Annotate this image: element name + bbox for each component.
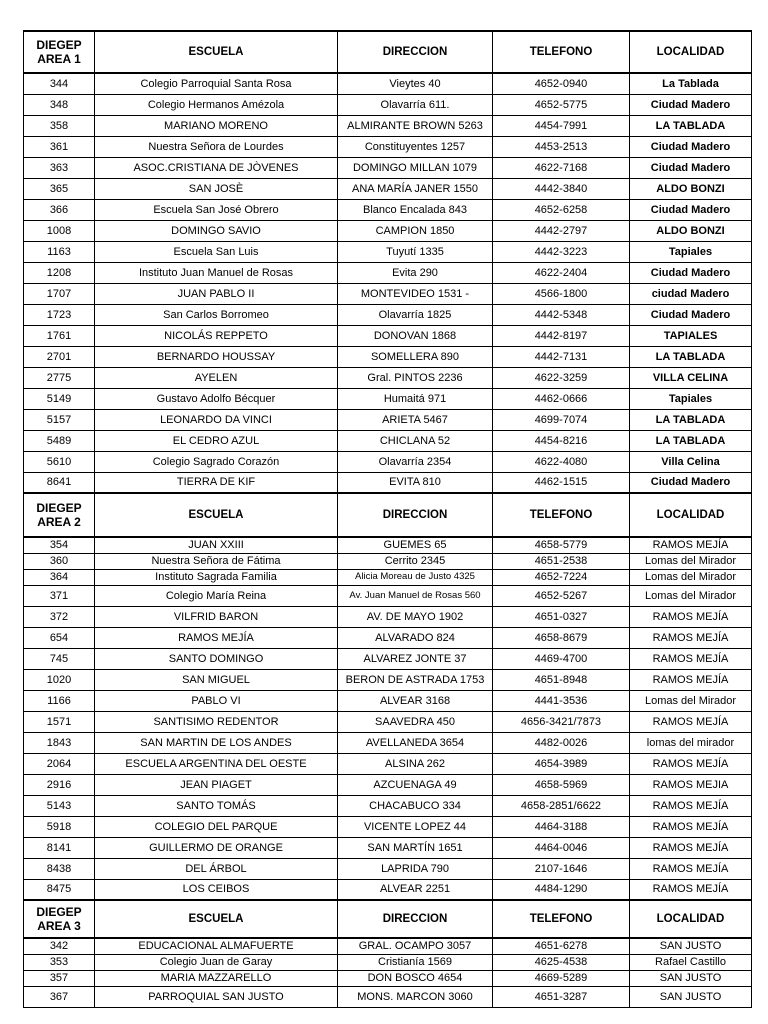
cell-code: 8475	[24, 879, 95, 900]
cell-localidad: LA TABLADA	[630, 115, 752, 136]
table-row	[24, 879, 752, 900]
section-header-row	[24, 493, 752, 537]
cell-escuela: SANTO DOMINGO	[95, 648, 338, 669]
cell-telefono: 4462-0666	[493, 388, 630, 409]
cell-code: 2916	[24, 774, 95, 795]
cell-telefono: 4442-3223	[493, 241, 630, 262]
cell-escuela: JEAN PIAGET	[95, 774, 338, 795]
cell-direccion: DOMINGO MILLAN 1079	[338, 157, 493, 178]
cell-localidad: RAMOS MEJÍA	[630, 669, 752, 690]
cell-escuela: Nuestra Señora de Lourdes	[95, 136, 338, 157]
cell-telefono: 4699-7074	[493, 409, 630, 430]
table-row	[24, 585, 752, 606]
cell-localidad: ciudad Madero	[630, 283, 752, 304]
table-row	[24, 220, 752, 241]
cell-code: 363	[24, 157, 95, 178]
cell-escuela: NICOLÁS REPPETO	[95, 325, 338, 346]
cell-telefono: 4652-7224	[493, 569, 630, 585]
cell-direccion: ALSINA 262	[338, 753, 493, 774]
table-row	[24, 938, 752, 954]
cell-escuela: San Carlos Borromeo	[95, 304, 338, 325]
cell-localidad: RAMOS MEJÍA	[630, 537, 752, 553]
cell-localidad: VILLA CELINA	[630, 367, 752, 388]
cell-telefono: 4484-1290	[493, 879, 630, 900]
cell-escuela: AYELEN	[95, 367, 338, 388]
cell-direccion: DON BOSCO 4654	[338, 970, 493, 986]
cell-code: 354	[24, 537, 95, 553]
cell-escuela: EL CEDRO AZUL	[95, 430, 338, 451]
cell-escuela: COLEGIO DEL PARQUE	[95, 816, 338, 837]
cell-telefono: 4656-3421/7873	[493, 711, 630, 732]
cell-direccion: Evita 290	[338, 262, 493, 283]
cell-direccion: ALVAREZ JONTE 37	[338, 648, 493, 669]
cell-code: 1163	[24, 241, 95, 262]
cell-code: 5489	[24, 430, 95, 451]
cell-code: 361	[24, 136, 95, 157]
cell-telefono: 4625-4538	[493, 954, 630, 970]
table-row	[24, 283, 752, 304]
cell-code: 1008	[24, 220, 95, 241]
cell-direccion: Av. Juan Manuel de Rosas 560	[338, 585, 493, 606]
table-row	[24, 837, 752, 858]
cell-escuela: LEONARDO DA VINCI	[95, 409, 338, 430]
cell-localidad: Ciudad Madero	[630, 199, 752, 220]
cell-escuela: Colegio Parroquial Santa Rosa	[95, 73, 338, 94]
cell-telefono: 4442-2797	[493, 220, 630, 241]
cell-escuela: SAN JOSÈ	[95, 178, 338, 199]
cell-telefono: 4658-8679	[493, 627, 630, 648]
cell-telefono: 4651-3287	[493, 986, 630, 1007]
table-row	[24, 648, 752, 669]
cell-localidad: RAMOS MEJIA	[630, 774, 752, 795]
cell-escuela: PARROQUIAL SAN JUSTO	[95, 986, 338, 1007]
table-row	[24, 241, 752, 262]
cell-direccion: ALVEAR 3168	[338, 690, 493, 711]
cell-telefono: 4454-8216	[493, 430, 630, 451]
cell-telefono: 4469-4700	[493, 648, 630, 669]
cell-code: 5918	[24, 816, 95, 837]
cell-direccion: GRAL. OCAMPO 3057	[338, 938, 493, 954]
cell-direccion: DONOVAN 1868	[338, 325, 493, 346]
cell-localidad: Ciudad Madero	[630, 157, 752, 178]
table-row	[24, 346, 752, 367]
section-header-row	[24, 31, 752, 73]
cell-code: 2701	[24, 346, 95, 367]
cell-telefono: 4454-7991	[493, 115, 630, 136]
area-label-line2: AREA 3	[37, 919, 81, 933]
cell-telefono: 4442-5348	[493, 304, 630, 325]
area-label-line1: DIEGEP	[36, 501, 82, 515]
cell-direccion: CAMPION 1850	[338, 220, 493, 241]
cell-localidad: Tapiales	[630, 241, 752, 262]
table-row	[24, 178, 752, 199]
cell-localidad: Ciudad Madero	[630, 262, 752, 283]
cell-localidad: Ciudad Madero	[630, 136, 752, 157]
table-row	[24, 325, 752, 346]
cell-code: 372	[24, 606, 95, 627]
cell-localidad: Villa Celina	[630, 451, 752, 472]
cell-telefono: 2107-1646	[493, 858, 630, 879]
table-row	[24, 451, 752, 472]
cell-localidad: LA TABLADA	[630, 409, 752, 430]
cell-escuela: VILFRID BARON	[95, 606, 338, 627]
table-row	[24, 669, 752, 690]
schools-table	[23, 30, 752, 1008]
cell-escuela: SANTO TOMÁS	[95, 795, 338, 816]
table-row	[24, 409, 752, 430]
header-escuela: ESCUELA	[95, 493, 338, 537]
table-row	[24, 954, 752, 970]
area-label-line1: DIEGEP	[36, 905, 82, 919]
cell-code: 344	[24, 73, 95, 94]
cell-localidad: SAN JUSTO	[630, 970, 752, 986]
cell-localidad: RAMOS MEJÍA	[630, 837, 752, 858]
cell-localidad: Lomas del Mirador	[630, 553, 752, 569]
cell-escuela: TIERRA DE KIF	[95, 472, 338, 493]
cell-direccion: SAN MARTÍN 1651	[338, 837, 493, 858]
cell-direccion: ALVEAR 2251	[338, 879, 493, 900]
cell-localidad: RAMOS MEJÍA	[630, 711, 752, 732]
cell-direccion: ALVARADO 824	[338, 627, 493, 648]
area-label	[24, 493, 95, 537]
cell-direccion: MONS. MARCON 3060	[338, 986, 493, 1007]
cell-code: 1707	[24, 283, 95, 304]
cell-code: 371	[24, 585, 95, 606]
cell-direccion: BERON DE ASTRADA 1753	[338, 669, 493, 690]
cell-telefono: 4622-2404	[493, 262, 630, 283]
table-row	[24, 367, 752, 388]
cell-telefono: 4652-5267	[493, 585, 630, 606]
cell-code: 8641	[24, 472, 95, 493]
header-telefono: TELEFONO	[493, 493, 630, 537]
cell-escuela: BERNARDO HOUSSAY	[95, 346, 338, 367]
cell-escuela: Colegio Sagrado Corazón	[95, 451, 338, 472]
cell-localidad: RAMOS MEJÍA	[630, 816, 752, 837]
cell-direccion: SOMELLERA 890	[338, 346, 493, 367]
table-row	[24, 94, 752, 115]
cell-code: 2775	[24, 367, 95, 388]
cell-localidad: Ciudad Madero	[630, 304, 752, 325]
cell-localidad: SAN JUSTO	[630, 986, 752, 1007]
cell-direccion: LAPRIDA 790	[338, 858, 493, 879]
cell-localidad: lomas del mirador	[630, 732, 752, 753]
cell-escuela: Colegio Juan de Garay	[95, 954, 338, 970]
area-label	[24, 31, 95, 73]
cell-localidad: Ciudad Madero	[630, 472, 752, 493]
cell-escuela: ASOC.CRISTIANA DE JÒVENES	[95, 157, 338, 178]
header-direccion: DIRECCION	[338, 900, 493, 938]
cell-escuela: SAN MARTIN DE LOS ANDES	[95, 732, 338, 753]
cell-direccion: Cristianía 1569	[338, 954, 493, 970]
cell-telefono: 4482-0026	[493, 732, 630, 753]
cell-telefono: 4441-3536	[493, 690, 630, 711]
cell-escuela: Colegio María Reina	[95, 585, 338, 606]
cell-telefono: 4442-3840	[493, 178, 630, 199]
cell-direccion: EVITA 810	[338, 472, 493, 493]
cell-telefono: 4658-5969	[493, 774, 630, 795]
cell-code: 360	[24, 553, 95, 569]
cell-telefono: 4651-8948	[493, 669, 630, 690]
cell-escuela: Escuela San José Obrero	[95, 199, 338, 220]
table-row	[24, 986, 752, 1007]
cell-code: 5157	[24, 409, 95, 430]
header-localidad: LOCALIDAD	[630, 493, 752, 537]
cell-direccion: ARIETA 5467	[338, 409, 493, 430]
cell-direccion: VICENTE LOPEZ 44	[338, 816, 493, 837]
cell-localidad: ALDO BONZI	[630, 220, 752, 241]
table-row	[24, 711, 752, 732]
cell-escuela: JUAN XXIII	[95, 537, 338, 553]
cell-code: 353	[24, 954, 95, 970]
cell-code: 366	[24, 199, 95, 220]
cell-code: 2064	[24, 753, 95, 774]
cell-localidad: Tapiales	[630, 388, 752, 409]
cell-escuela: JUAN PABLO II	[95, 283, 338, 304]
schools-table-body	[24, 31, 752, 1007]
area-label	[24, 900, 95, 938]
cell-telefono: 4622-4080	[493, 451, 630, 472]
cell-direccion: ALMIRANTE BROWN 5263	[338, 115, 493, 136]
table-row	[24, 388, 752, 409]
cell-escuela: Gustavo Adolfo Bécquer	[95, 388, 338, 409]
header-telefono: TELEFONO	[493, 900, 630, 938]
cell-direccion: AVELLANEDA 3654	[338, 732, 493, 753]
cell-escuela: Escuela San Luis	[95, 241, 338, 262]
header-escuela: ESCUELA	[95, 900, 338, 938]
cell-telefono: 4622-3259	[493, 367, 630, 388]
cell-localidad: RAMOS MEJÍA	[630, 858, 752, 879]
table-row	[24, 537, 752, 553]
table-row	[24, 970, 752, 986]
table-row	[24, 73, 752, 94]
table-row	[24, 627, 752, 648]
cell-escuela: Colegio Hermanos Amézola	[95, 94, 338, 115]
cell-telefono: 4651-2538	[493, 553, 630, 569]
cell-escuela: Instituto Sagrada Familia	[95, 569, 338, 585]
cell-code: 357	[24, 970, 95, 986]
cell-localidad: RAMOS MEJÍA	[630, 627, 752, 648]
cell-escuela: SANTISIMO REDENTOR	[95, 711, 338, 732]
cell-code: 1761	[24, 325, 95, 346]
cell-direccion: Gral. PINTOS 2236	[338, 367, 493, 388]
header-telefono: TELEFONO	[493, 31, 630, 73]
cell-code: 654	[24, 627, 95, 648]
cell-escuela: RAMOS MEJÍA	[95, 627, 338, 648]
cell-localidad: RAMOS MEJÍA	[630, 795, 752, 816]
table-row	[24, 472, 752, 493]
cell-escuela: MARIA MAZZARELLO	[95, 970, 338, 986]
header-escuela: ESCUELA	[95, 31, 338, 73]
cell-telefono: 4566-1800	[493, 283, 630, 304]
cell-localidad: LA TABLADA	[630, 430, 752, 451]
cell-direccion: Vieytes 40	[338, 73, 493, 94]
table-row	[24, 569, 752, 585]
cell-telefono: 4652-6258	[493, 199, 630, 220]
cell-code: 8438	[24, 858, 95, 879]
cell-direccion: Olavarría 2354	[338, 451, 493, 472]
table-row	[24, 136, 752, 157]
cell-escuela: SAN MIGUEL	[95, 669, 338, 690]
header-localidad: LOCALIDAD	[630, 31, 752, 73]
cell-escuela: ESCUELA ARGENTINA DEL OESTE	[95, 753, 338, 774]
header-direccion: DIRECCION	[338, 493, 493, 537]
cell-direccion: CHICLANA 52	[338, 430, 493, 451]
header-direccion: DIRECCION	[338, 31, 493, 73]
cell-localidad: Lomas del Mirador	[630, 690, 752, 711]
area-label-line2: AREA 2	[37, 515, 81, 529]
cell-escuela: PABLO VI	[95, 690, 338, 711]
cell-localidad: Rafael Castillo	[630, 954, 752, 970]
cell-telefono: 4453-2513	[493, 136, 630, 157]
table-row	[24, 430, 752, 451]
cell-escuela: LOS CEIBOS	[95, 879, 338, 900]
cell-escuela: Instituto Juan Manuel de Rosas	[95, 262, 338, 283]
cell-code: 5149	[24, 388, 95, 409]
cell-direccion: ANA MARÍA JANER 1550	[338, 178, 493, 199]
cell-code: 358	[24, 115, 95, 136]
cell-telefono: 4669-5289	[493, 970, 630, 986]
cell-direccion: SAAVEDRA 450	[338, 711, 493, 732]
cell-telefono: 4464-0046	[493, 837, 630, 858]
cell-telefono: 4651-6278	[493, 938, 630, 954]
cell-direccion: Alicia Moreau de Justo 4325	[338, 569, 493, 585]
cell-localidad: RAMOS MEJÍA	[630, 606, 752, 627]
table-row	[24, 858, 752, 879]
table-row	[24, 262, 752, 283]
cell-direccion: AZCUENAGA 49	[338, 774, 493, 795]
cell-telefono: 4658-5779	[493, 537, 630, 553]
table-row	[24, 774, 752, 795]
cell-localidad: ALDO BONZI	[630, 178, 752, 199]
section-header-row	[24, 900, 752, 938]
cell-code: 1723	[24, 304, 95, 325]
cell-code: 5610	[24, 451, 95, 472]
cell-direccion: Humaitá 971	[338, 388, 493, 409]
cell-telefono: 4442-7131	[493, 346, 630, 367]
cell-direccion: Olavarría 1825	[338, 304, 493, 325]
table-row	[24, 115, 752, 136]
cell-code: 5143	[24, 795, 95, 816]
cell-code: 1166	[24, 690, 95, 711]
cell-direccion: GUEMES 65	[338, 537, 493, 553]
cell-telefono: 4654-3989	[493, 753, 630, 774]
cell-telefono: 4652-5775	[493, 94, 630, 115]
cell-localidad: Ciudad Madero	[630, 94, 752, 115]
cell-direccion: Tuyutí 1335	[338, 241, 493, 262]
cell-code: 1208	[24, 262, 95, 283]
cell-localidad: TAPIALES	[630, 325, 752, 346]
cell-localidad: Lomas del Mirador	[630, 569, 752, 585]
table-row	[24, 795, 752, 816]
cell-telefono: 4658-2851/6622	[493, 795, 630, 816]
cell-localidad: La Tablada	[630, 73, 752, 94]
table-row	[24, 606, 752, 627]
cell-direccion: MONTEVIDEO 1531 -	[338, 283, 493, 304]
cell-localidad: RAMOS MEJÍA	[630, 753, 752, 774]
table-row	[24, 753, 752, 774]
cell-direccion: Cerrito 2345	[338, 553, 493, 569]
cell-telefono: 4464-3188	[493, 816, 630, 837]
cell-localidad: RAMOS MEJÍA	[630, 879, 752, 900]
cell-code: 342	[24, 938, 95, 954]
area-label-line2: AREA 1	[37, 52, 81, 66]
header-localidad: LOCALIDAD	[630, 900, 752, 938]
cell-code: 1843	[24, 732, 95, 753]
cell-telefono: 4442-8197	[493, 325, 630, 346]
cell-code: 1571	[24, 711, 95, 732]
table-row	[24, 816, 752, 837]
cell-code: 8141	[24, 837, 95, 858]
cell-telefono: 4462-1515	[493, 472, 630, 493]
cell-code: 348	[24, 94, 95, 115]
cell-code: 745	[24, 648, 95, 669]
cell-direccion: Olavarría 611.	[338, 94, 493, 115]
table-row	[24, 157, 752, 178]
table-row	[24, 199, 752, 220]
cell-escuela: EDUCACIONAL ALMAFUERTE	[95, 938, 338, 954]
cell-escuela: Nuestra Señora de Fátima	[95, 553, 338, 569]
cell-telefono: 4652-0940	[493, 73, 630, 94]
table-row	[24, 304, 752, 325]
table-row	[24, 732, 752, 753]
cell-escuela: GUILLERMO DE ORANGE	[95, 837, 338, 858]
cell-escuela: DEL ÁRBOL	[95, 858, 338, 879]
cell-direccion: Constituyentes 1257	[338, 136, 493, 157]
cell-direccion: Blanco Encalada 843	[338, 199, 493, 220]
cell-direccion: AV. DE MAYO 1902	[338, 606, 493, 627]
cell-localidad: RAMOS MEJÍA	[630, 648, 752, 669]
cell-code: 365	[24, 178, 95, 199]
cell-code: 367	[24, 986, 95, 1007]
cell-code: 1020	[24, 669, 95, 690]
cell-escuela: MARIANO MORENO	[95, 115, 338, 136]
cell-localidad: LA TABLADA	[630, 346, 752, 367]
cell-telefono: 4651-0327	[493, 606, 630, 627]
cell-localidad: SAN JUSTO	[630, 938, 752, 954]
cell-escuela: DOMINGO SAVIO	[95, 220, 338, 241]
cell-code: 364	[24, 569, 95, 585]
cell-telefono: 4622-7168	[493, 157, 630, 178]
area-label-line1: DIEGEP	[36, 38, 82, 52]
table-row	[24, 553, 752, 569]
cell-direccion: CHACABUCO 334	[338, 795, 493, 816]
table-row	[24, 690, 752, 711]
cell-localidad: Lomas del Mirador	[630, 585, 752, 606]
